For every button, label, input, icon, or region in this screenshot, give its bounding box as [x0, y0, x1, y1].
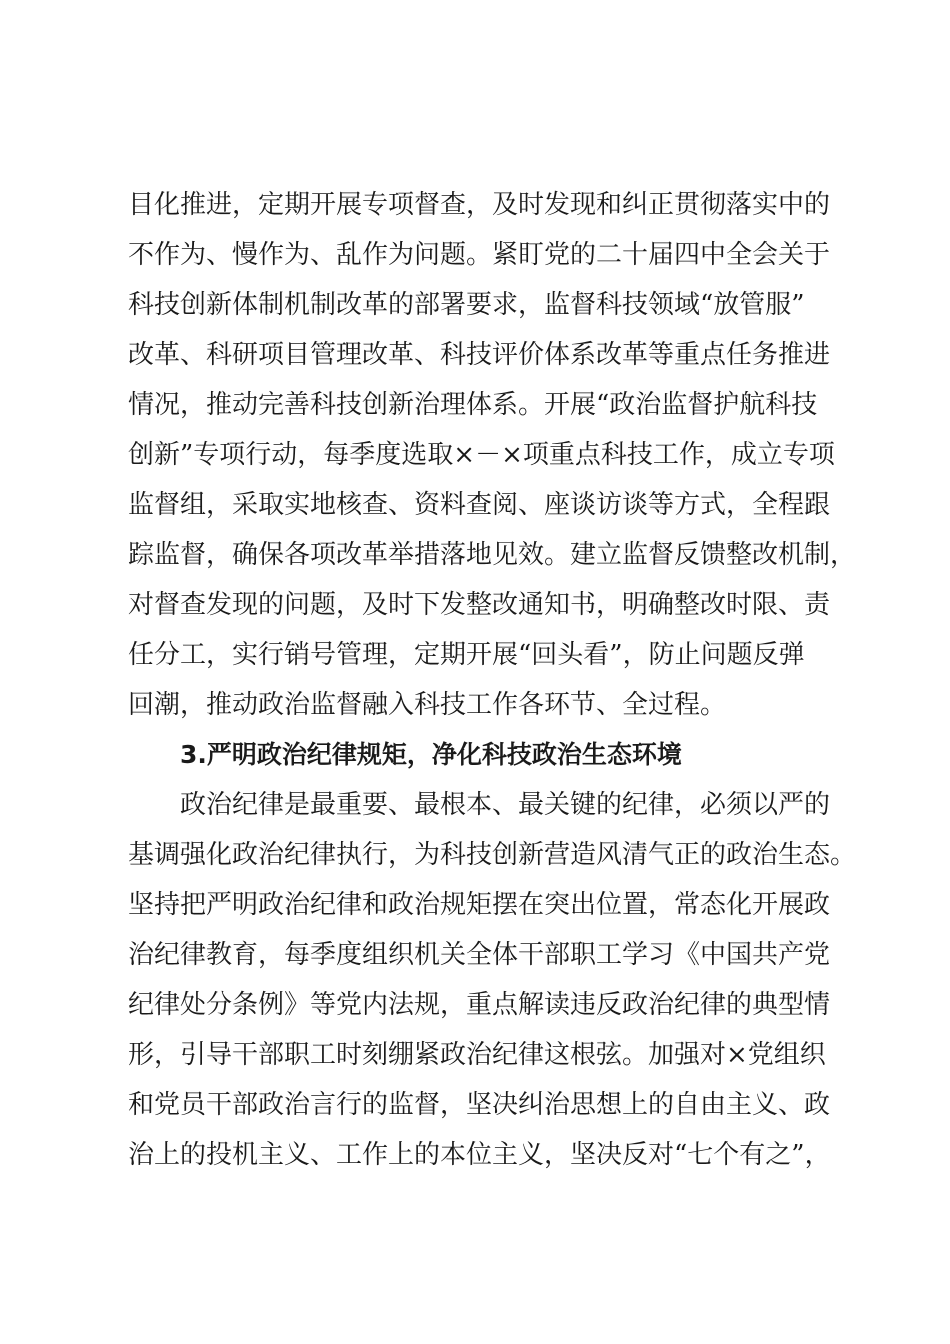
- paragraph-line: 形，引导干部职工时刻绷紧政治纪律这根弦。加强对×党组织: [128, 1040, 826, 1070]
- paragraph-line: 治纪律教育，每季度组织机关全体干部职工学习《中国共产党: [128, 940, 831, 970]
- paragraph-line: 对督查发现的问题，及时下发整改通知书，明确整改时限、责: [128, 590, 831, 620]
- paragraph-line: 监督组，采取实地核查、资料查阅、座谈访谈等方式，全程跟: [128, 490, 831, 520]
- paragraph-line: 政治纪律是最重要、最根本、最关键的纪律，必须以严的: [180, 790, 831, 820]
- paragraph-line: 情况，推动完善科技创新治理体系。开展“政治监督护航科技: [128, 390, 818, 420]
- paragraph-line: 不作为、慢作为、乱作为问题。紧盯党的二十届四中全会关于: [128, 240, 831, 270]
- paragraph-line: 任分工，实行销号管理，定期开展“回头看”，防止问题反弹: [128, 640, 805, 670]
- paragraph-line: 改革、科研项目管理改革、科技评价体系改革等重点任务推进: [128, 340, 831, 370]
- section-heading: 3.严明政治纪律规矩，净化科技政治生态环境: [180, 740, 682, 769]
- paragraph-line: 坚持把严明政治纪律和政治规矩摆在突出位置，常态化开展政: [128, 890, 831, 920]
- paragraph-line: 回潮，推动政治监督融入科技工作各环节、全过程。: [128, 690, 727, 720]
- paragraph-line: 科技创新体制机制改革的部署要求，监督科技领域“放管服”: [128, 290, 805, 320]
- paragraph-line: 纪律处分条例》等党内法规，重点解读违反政治纪律的典型情: [128, 990, 831, 1020]
- paragraph-line: 创新”专项行动，每季度选取×－×项重点科技工作，成立专项: [128, 440, 835, 470]
- paragraph-line: 和党员干部政治言行的监督，坚决纠治思想上的自由主义、政: [128, 1090, 831, 1120]
- paragraph-line: 目化推进，定期开展专项督查，及时发现和纠正贯彻落实中的: [128, 190, 831, 220]
- paragraph-line: 踪监督，确保各项改革举措落地见效。建立监督反馈整改机制，: [128, 540, 857, 570]
- paragraph-line: 基调强化政治纪律执行，为科技创新营造风清气正的政治生态。: [128, 840, 857, 870]
- paragraph-line: 治上的投机主义、工作上的本位主义，坚决反对“七个有之”，: [128, 1140, 831, 1170]
